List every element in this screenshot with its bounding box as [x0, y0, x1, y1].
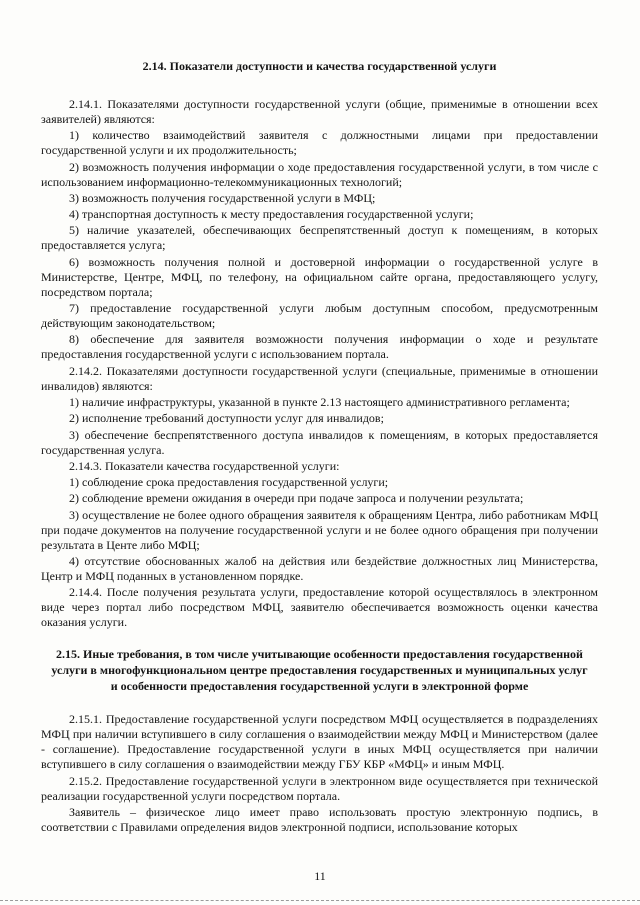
scan-edge-divider — [0, 900, 640, 902]
list-item: 3) возможность получения государственной услуги в МФЦ; — [69, 190, 376, 205]
page-number: 11 — [314, 869, 326, 883]
list-item: 3) осуществление не более одного обращения заявителя к обращениям Центра, либо работникам МФЦ при подаче документов на получение государственной услуги и не более одного обращения при получении результата в Центе либо МФЦ; — [41, 507, 598, 552]
section-heading-2-15: 2.15. Иные требования, в том числе учитывающие особенности предоставления государственной услуги в многофункциональном центре предоставления государственных и муниципальных услуг и особенности предоставления государственной услуги в электронной форме — [51, 647, 588, 694]
paragraph: Заявитель – физическое лицо имеет право использовать простую электронную подпись, в соответствии с Правилами определения видов электронной подписи, использование которых — [41, 804, 598, 834]
paragraph: 2.14.4. После получения результата услуги, предоставление которой осуществлялось в электронном виде через портал либо посредством МФЦ, заявителю обеспечивается возможность оценки качества оказания услуги. — [41, 585, 598, 630]
paragraph: 2.15.2. Предоставление государственной услуги в электронном виде осуществляется при технической реализации государственной услуги посредством портала. — [41, 773, 598, 803]
list-item: 1) количество взаимодействий заявителя с должностными лицами при предоставлении государственной услуги и их продолжительность; — [41, 128, 598, 158]
list-item: 7) предоставление государственной услуги любым доступным способом, предусмотренным действующим законодательством; — [41, 301, 598, 331]
list-item: 1) соблюдение срока предоставления государственной услуги; — [69, 475, 389, 490]
list-item: 6) возможность получения полной и достоверной информации о государственной услуге в Министерстве, Центре, МФЦ, по телефону, на официальном сайте органа, предоставляющего услугу, посредством портала; — [41, 254, 598, 299]
section-body-2-15 — [41, 712, 598, 835]
list-item: 4) отсутствие обоснованных жалоб на действия или бездействие должностных лиц Министерства, Центр и МФЦ поданных в установленном порядке. — [41, 554, 598, 584]
list-item: 8) обеспечение для заявителя возможности получения информации о ходе и результате предоставления государственной услуги с использованием портала. — [41, 332, 598, 362]
paragraph: 2.14.3. Показатели качества государственной услуги: — [69, 458, 340, 473]
section-body-2-14 — [41, 97, 598, 630]
list-item: 5) наличие указателей, обеспечивающих беспрепятственный доступ к помещениям, в которых предоставляется услуга; — [41, 223, 598, 253]
list-item: 2) возможность получения информации о ходе предоставления государственной услуги, в том числе с использованием информационно-телекоммуникационных технологий; — [41, 159, 598, 189]
paragraph: 2.15.1. Предоставление государственной услуги посредством МФЦ осуществляется в подразделениях МФЦ при наличии вступившего в силу соглашения о взаимодействии между МФЦ и Министерством (далее - соглашение). Предоставление государственной услуги в иных МФЦ осуществляется при наличии вступившего в силу соглашения о взаимодействии между ГБУ КБР «МФЦ» и иным МФЦ. — [41, 712, 598, 772]
list-item: 2) исполнение требований доступности услуг для инвалидов; — [69, 411, 384, 426]
paragraph: 2.14.1. Показателями доступности государственной услуги (общие, применимые в отношении всех заявителей) являются: — [41, 97, 598, 126]
list-item: 1) наличие инфраструктуры, указанной в пункте 2.13 настоящего административного регламента; — [69, 394, 570, 409]
list-item: 2) соблюдение времени ожидания в очереди при подаче запроса и получении результата; — [69, 491, 524, 506]
section-heading-2-14: 2.14. Показатели доступности и качества государственной услуги — [142, 59, 497, 73]
list-item: 4) транспортная доступность к месту предоставления государственной услуги; — [69, 207, 474, 222]
paragraph: 2.14.2. Показателями доступности государственной услуги (специальные, применимые в отношении инвалидов) являются: — [41, 363, 598, 393]
list-item: 3) обеспечение беспрепятственного доступа инвалидов к помещениям, в которых предоставляется государственная услуга. — [41, 427, 598, 457]
